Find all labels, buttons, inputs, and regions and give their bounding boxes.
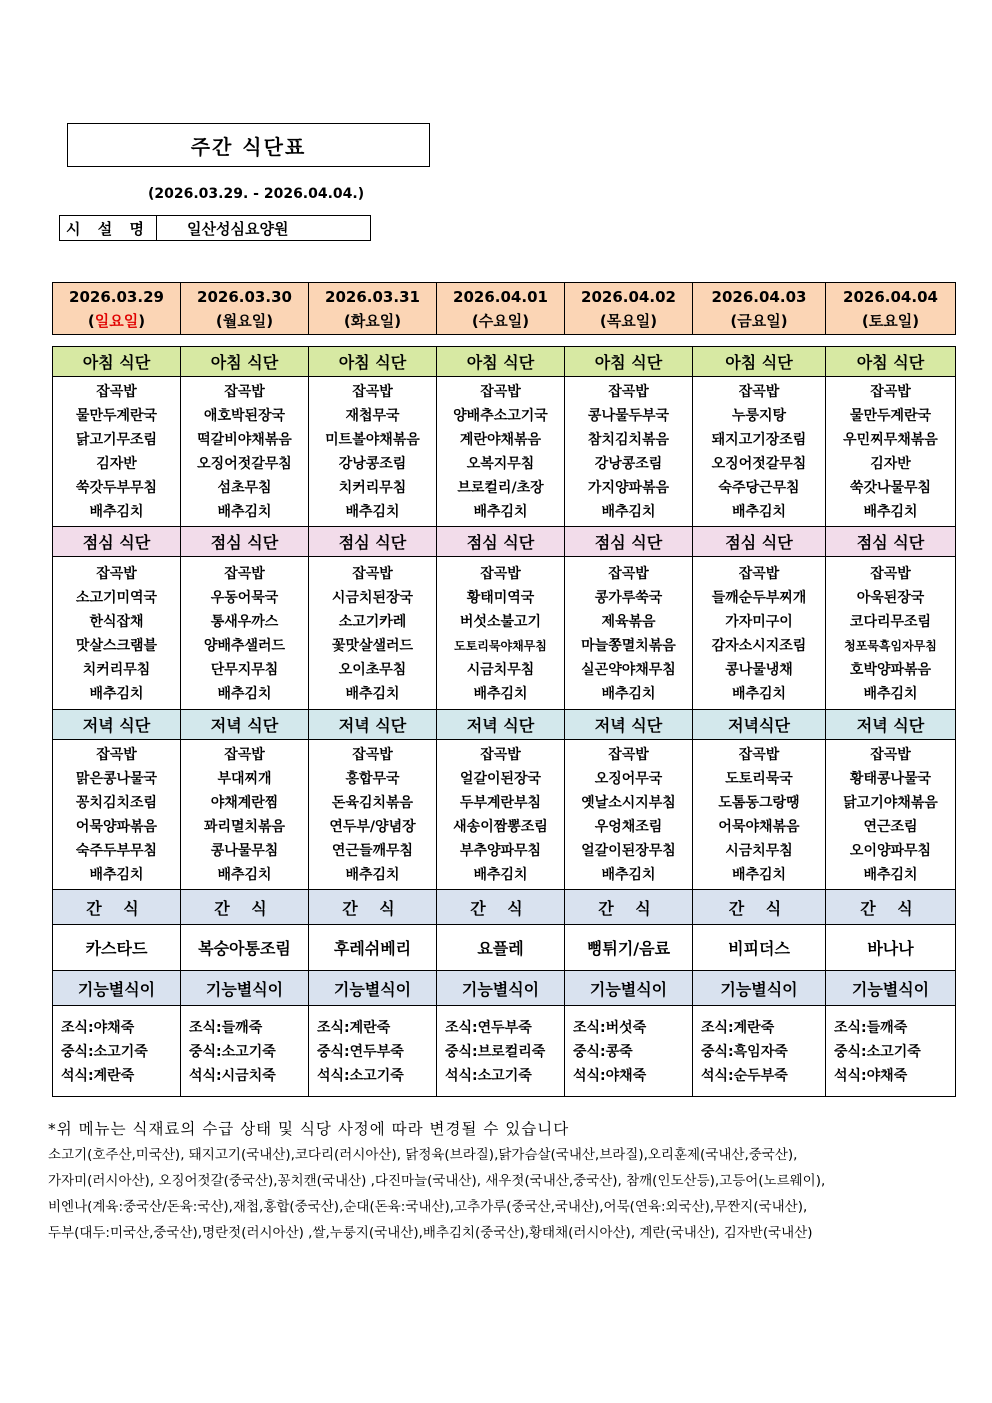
menu-item: 배추김치 (601, 686, 656, 702)
weekday-label: (수요일) (471, 311, 530, 330)
menu-item: 브로컬리/초장 (457, 480, 544, 496)
menu-item: 치커리무침 (338, 480, 407, 496)
menu-item: 잡곡밥 (480, 384, 521, 400)
snack-cell: 비피더스 (693, 925, 826, 971)
menu-item: 치커리무침 (82, 662, 151, 678)
functional-diet-item: 중식:소고기죽 (189, 1044, 276, 1060)
menu-item: 배추김치 (217, 686, 272, 702)
menu-item: 배추김치 (217, 867, 272, 883)
menu-item: 한식잡채 (89, 614, 144, 630)
functional-diet-item: 석식:순두부죽 (701, 1068, 788, 1084)
weekday-label: (월요일) (215, 311, 274, 330)
menu-item: 콩가루쑥국 (594, 590, 663, 606)
dinner-header-cell: 저녁 식단 (53, 710, 181, 740)
menu-item: 새송이짬뽕조림 (453, 819, 548, 835)
snack-cell: 복숭아통조림 (181, 925, 309, 971)
menu-item: 배추김치 (217, 504, 272, 520)
menu-item: 배추김치 (473, 686, 528, 702)
functional-diet-cell (826, 1006, 956, 1097)
functional-diet-item: 중식:브로컬리죽 (445, 1044, 546, 1060)
weekday-name: 수요일 (478, 311, 523, 330)
menu-item: 배추김치 (601, 504, 656, 520)
snack-cell: 후레쉬베리 (309, 925, 437, 971)
menu-item: 배추김치 (473, 504, 528, 520)
menu-item: 감자소시지조림 (711, 638, 807, 654)
date-cell (53, 283, 181, 335)
menu-item: 우민찌무채볶음 (843, 432, 938, 448)
snack-cell: 바나나 (826, 925, 956, 971)
menu-item: 잡곡밥 (738, 747, 780, 763)
notes-line: 비엔나(계육:중국산/돈육:국산),재첩,홍합(중국산),순대(돈육:국내산),고추가루(중국산,국내산),어묵(연육:외국산),무짠지(국내산), (48, 1199, 808, 1215)
functional-diet-item: 조식:계란죽 (317, 1020, 391, 1036)
menu-item: 잡곡밥 (352, 384, 393, 400)
menu-item: 홍합무국 (345, 771, 400, 787)
functional-diet-header-cell: 기능별식이 (565, 971, 693, 1006)
dinner-menu-cell (181, 740, 309, 890)
menu-item: 가지양파볶음 (587, 480, 670, 496)
notes (48, 1116, 948, 1246)
functional-diet-item: 석식:소고기죽 (445, 1068, 532, 1084)
menu-item: 오징어젓갈무침 (711, 456, 807, 472)
menu-item: 가자미구이 (725, 614, 793, 630)
menu-item: 김자반 (96, 456, 137, 472)
breakfast-header-cell: 아침 식단 (53, 347, 181, 377)
menu-item: 꽃맛살샐러드 (331, 638, 414, 654)
functional-diet-item: 석식:야채죽 (834, 1068, 908, 1084)
snack-row (53, 925, 956, 971)
functional-diet-header-cell: 기능별식이 (826, 971, 956, 1006)
snack-header-cell: 간 식 (53, 890, 181, 925)
functional-diet-header-row (53, 971, 956, 1006)
menu-item: 배추김치 (731, 504, 787, 520)
snack-header-cell: 간 식 (826, 890, 956, 925)
facility-box (59, 215, 371, 241)
notes-line: 가자미(러시아산), 오징어젓갈(중국산),꽁치캔(국내산) ,다진마늘(국내산), 새우젓(국내산,중국산), 참깨(인도산등),고등어(노르웨이), (48, 1173, 826, 1189)
functional-diet-header-cell: 기능별식이 (693, 971, 826, 1006)
menu-item: 부추양파무침 (459, 843, 542, 859)
menu-item: 꽁치김치조림 (75, 795, 158, 811)
menu-item: 소고기미역국 (75, 590, 158, 606)
menu-item: 오이양파무침 (849, 843, 932, 859)
breakfast-menu-row (53, 377, 956, 527)
menu-item: 옛날소시지부침 (581, 795, 676, 811)
breakfast-header-cell: 아침 식단 (181, 347, 309, 377)
functional-diet-cell (181, 1006, 309, 1097)
menu-item: 강낭콩조림 (594, 456, 663, 472)
dinner-header-cell: 저녁식단 (693, 710, 826, 740)
menu-item: 잡곡밥 (608, 384, 649, 400)
menu-item: 섬초무침 (217, 480, 272, 496)
menu-item: 떡갈비야채볶음 (197, 432, 292, 448)
menu-item: 두부계란부침 (459, 795, 542, 811)
menu-item: 참치김치볶음 (587, 432, 670, 448)
menu-item: 잡곡밥 (870, 566, 911, 582)
menu-item: 잡곡밥 (738, 566, 780, 582)
functional-diet-row (53, 1006, 956, 1097)
date-label: 2026.04.01 (453, 287, 548, 306)
menu-item: 잡곡밥 (608, 747, 649, 763)
snack-header-cell: 간 식 (693, 890, 826, 925)
dinner-header-cell: 저녁 식단 (437, 710, 565, 740)
snack-cell: 뻥튀기/음료 (565, 925, 693, 971)
snack-cell: 요플레 (437, 925, 565, 971)
lunch-header-cell: 점심 식단 (53, 527, 181, 557)
menu-item: 물만두계란국 (75, 408, 158, 424)
weekday-name: 일요일 (94, 311, 139, 330)
menu-item: 닭고기야채볶음 (843, 795, 938, 811)
menu-item: 강낭콩조림 (338, 456, 407, 472)
functional-diet-item: 조식:버섯죽 (573, 1020, 647, 1036)
date-cell (693, 283, 826, 335)
functional-diet-item: 조식:야채죽 (61, 1020, 135, 1036)
menu-item: 제육볶음 (601, 614, 656, 630)
functional-diet-cell (565, 1006, 693, 1097)
date-label: 2026.04.03 (711, 287, 807, 306)
notes-line: *위 메뉴는 식재료의 수급 상태 및 식당 사정에 따라 변경될 수 있습니다 (48, 1120, 570, 1138)
menu-item: 잡곡밥 (738, 384, 780, 400)
menu-item: 부대찌개 (217, 771, 272, 787)
menu-item: 야채계란찜 (210, 795, 279, 811)
menu-item: 돈육김치볶음 (331, 795, 414, 811)
lunch-header-cell: 점심 식단 (309, 527, 437, 557)
title-text: 주간 식단표 (190, 134, 307, 159)
menu-item: 김자반 (870, 456, 911, 472)
menu-item: 양배추소고기국 (453, 408, 548, 424)
lunch-menu-cell (826, 557, 956, 710)
menu-item: 도토리묵국 (725, 771, 793, 787)
functional-diet-cell (309, 1006, 437, 1097)
menu-item: 잡곡밥 (480, 566, 521, 582)
menu-item: 배추김치 (731, 867, 787, 883)
weekday-name: 화요일 (350, 311, 395, 330)
dinner-menu-cell (53, 740, 181, 890)
menu-item: 도톰동그랑땡 (718, 795, 800, 811)
menu-item: 호박양파볶음 (849, 662, 932, 678)
menu-item: 배추김치 (473, 867, 528, 883)
menu-item: 물만두계란국 (849, 408, 932, 424)
date-cell (565, 283, 693, 335)
date-label: 2026.03.31 (325, 287, 420, 306)
weekday-name: 토요일 (868, 311, 913, 330)
menu-item: 꽈리멸치볶음 (203, 819, 286, 835)
date-label: 2026.03.30 (197, 287, 292, 306)
lunch-header-cell: 점심 식단 (181, 527, 309, 557)
menu-item: 오징어무국 (594, 771, 663, 787)
menu-item: 배추김치 (601, 867, 656, 883)
dinner-header-cell: 저녁 식단 (181, 710, 309, 740)
menu-item: 얼갈이된장국 (459, 771, 542, 787)
breakfast-menu-cell (826, 377, 956, 527)
menu-item: 오이초무침 (338, 662, 407, 678)
menu-item: 시금치된장국 (331, 590, 414, 606)
lunch-menu-cell (693, 557, 826, 710)
weekday-name: 금요일 (737, 311, 781, 330)
menu-item: 닭고기무조림 (75, 432, 158, 448)
dinner-menu-cell (565, 740, 693, 890)
snack-header-cell: 간 식 (181, 890, 309, 925)
menu-item: 얼갈이된장무침 (581, 843, 676, 859)
lunch-menu-cell (565, 557, 693, 710)
menu-item: 맑은콩나물국 (75, 771, 158, 787)
menu-item: 잡곡밥 (96, 747, 137, 763)
functional-diet-header-cell: 기능별식이 (53, 971, 181, 1006)
dinner-menu-cell (437, 740, 565, 890)
functional-diet-item: 중식:흑임자죽 (701, 1044, 788, 1060)
weekday-label: (화요일) (343, 311, 402, 330)
weekday-label: (목요일) (599, 311, 658, 330)
lunch-menu-cell (309, 557, 437, 710)
lunch-menu-cell (53, 557, 181, 710)
dinner-menu-cell (826, 740, 956, 890)
lunch-header-cell: 점심 식단 (826, 527, 956, 557)
menu-item: 누룽지탕 (731, 408, 787, 424)
menu-item: 쑥갓나물무침 (849, 480, 932, 496)
functional-diet-item: 석식:야채죽 (573, 1068, 647, 1084)
dinner-header-cell: 저녁 식단 (565, 710, 693, 740)
date-label: 2026.03.29 (69, 287, 164, 306)
menu-item: 버섯소불고기 (459, 614, 542, 630)
breakfast-menu-cell (437, 377, 565, 527)
menu-item: 배추김치 (345, 867, 400, 883)
menu-item: 숙주당근무침 (718, 480, 800, 496)
menu-item: 배추김치 (89, 686, 144, 702)
dinner-header-row (53, 710, 956, 740)
menu-item: 잡곡밥 (352, 747, 393, 763)
menu-item: 배추김치 (863, 686, 918, 702)
menu-item: 오복지무침 (466, 456, 535, 472)
functional-diet-header-cell: 기능별식이 (309, 971, 437, 1006)
menu-item: 황태콩나물국 (849, 771, 932, 787)
menu-item: 돼지고기장조림 (711, 432, 807, 448)
menu-item: 실곤약야채무침 (581, 662, 676, 678)
functional-diet-item: 조식:들깨죽 (189, 1020, 263, 1036)
menu-item: 콩나물무침 (210, 843, 279, 859)
menu-item: 단무지무침 (210, 662, 279, 678)
breakfast-menu-cell (309, 377, 437, 527)
menu-item: 숙주두부무침 (75, 843, 158, 859)
menu-table (52, 346, 956, 1097)
menu-item: 오징어젓갈무침 (197, 456, 292, 472)
date-label: 2026.04.02 (581, 287, 676, 306)
functional-diet-cell (437, 1006, 565, 1097)
menu-item: 도토리묵야채무침 (454, 639, 547, 653)
menu-item: 들깨순두부찌개 (711, 590, 807, 606)
menu-item: 청포묵흑임자무침 (844, 639, 937, 653)
date-cell (309, 283, 437, 335)
notes-line: 소고기(호주산,미국산), 돼지고기(국내산),코다리(러시아산), 닭정육(브라질),닭가슴살(국내산,브라질),오리훈제(국내산,중국산), (48, 1147, 798, 1163)
weekday-name: 월요일 (222, 311, 267, 330)
menu-item: 아욱된장국 (856, 590, 925, 606)
menu-item: 배추김치 (89, 504, 144, 520)
breakfast-menu-cell (565, 377, 693, 527)
breakfast-header-cell: 아침 식단 (437, 347, 565, 377)
menu-item: 연두부/양념장 (329, 819, 416, 835)
menu-item: 마늘쫑멸치볶음 (581, 638, 676, 654)
menu-item: 잡곡밥 (870, 384, 911, 400)
menu-item: 맛살스크램블 (75, 638, 158, 654)
lunch-menu-row (53, 557, 956, 710)
date-cell (437, 283, 565, 335)
weekday-label: (토요일) (861, 311, 920, 330)
menu-item: 우동어묵국 (210, 590, 279, 606)
weekday-name: 목요일 (606, 311, 651, 330)
period-text: (2026.03.29. - 2026.04.04.) (148, 186, 365, 202)
menu-item: 소고기카레 (338, 614, 407, 630)
menu-item: 배추김치 (863, 504, 918, 520)
functional-diet-cell (53, 1006, 181, 1097)
lunch-header-cell: 점심 식단 (565, 527, 693, 557)
dinner-menu-row (53, 740, 956, 890)
menu-item: 계란야채볶음 (459, 432, 542, 448)
menu-item: 애호박된장국 (203, 408, 286, 424)
facility-value: 일산성심요양원 (187, 219, 289, 238)
menu-item: 배추김치 (863, 867, 918, 883)
lunch-header-row (53, 527, 956, 557)
menu-item: 재첩무국 (345, 408, 400, 424)
menu-item: 연근들깨무침 (331, 843, 414, 859)
menu-item: 잡곡밥 (224, 747, 265, 763)
snack-header-row (53, 890, 956, 925)
menu-item: 미트볼야채볶음 (325, 432, 420, 448)
breakfast-header-cell: 아침 식단 (565, 347, 693, 377)
menu-item: 시금치무침 (725, 843, 793, 859)
menu-item: 잡곡밥 (224, 384, 265, 400)
snack-header-cell: 간 식 (437, 890, 565, 925)
menu-item: 어묵야채볶음 (718, 819, 800, 835)
menu-item: 코다리무조림 (849, 614, 932, 630)
breakfast-menu-cell (53, 377, 181, 527)
functional-diet-cell (693, 1006, 826, 1097)
functional-diet-item: 석식:시금치죽 (189, 1068, 276, 1084)
menu-item: 쑥갓두부무침 (75, 480, 158, 496)
facility-label: 시 설 명 (60, 216, 157, 240)
snack-header-cell: 간 식 (309, 890, 437, 925)
functional-diet-item: 석식:소고기죽 (317, 1068, 404, 1084)
functional-diet-item: 중식:소고기죽 (61, 1044, 148, 1060)
page-title (67, 123, 430, 167)
menu-item: 양배추샐러드 (203, 638, 286, 654)
menu-item: 우엉채조림 (594, 819, 663, 835)
menu-item: 황태미역국 (466, 590, 535, 606)
functional-diet-header-cell: 기능별식이 (181, 971, 309, 1006)
lunch-header-cell: 점심 식단 (693, 527, 826, 557)
functional-diet-item: 석식:계란죽 (61, 1068, 135, 1084)
menu-item: 연근조림 (863, 819, 918, 835)
dinner-menu-cell (693, 740, 826, 890)
functional-diet-item: 조식:계란죽 (701, 1020, 775, 1036)
dinner-menu-cell (309, 740, 437, 890)
menu-item: 통새우까스 (210, 614, 279, 630)
date-header-row (53, 283, 956, 335)
menu-item: 잡곡밥 (96, 384, 137, 400)
menu-item: 어묵양파볶음 (75, 819, 158, 835)
dinner-header-cell: 저녁 식단 (826, 710, 956, 740)
weekday-label: (금요일) (730, 311, 788, 330)
menu-item: 배추김치 (89, 867, 144, 883)
snack-cell: 카스타드 (53, 925, 181, 971)
functional-diet-item: 조식:연두부죽 (445, 1020, 532, 1036)
lunch-menu-cell (437, 557, 565, 710)
dinner-header-cell: 저녁 식단 (309, 710, 437, 740)
weekday-label: (일요일) (87, 311, 146, 330)
breakfast-menu-cell (181, 377, 309, 527)
date-header-table (52, 282, 956, 335)
lunch-header-cell: 점심 식단 (437, 527, 565, 557)
breakfast-header-cell: 아침 식단 (826, 347, 956, 377)
breakfast-menu-cell (693, 377, 826, 527)
functional-diet-header-cell: 기능별식이 (437, 971, 565, 1006)
menu-item: 콩나물냉채 (725, 662, 793, 678)
menu-item: 콩나물두부국 (587, 408, 670, 424)
snack-header-cell: 간 식 (565, 890, 693, 925)
menu-item: 잡곡밥 (352, 566, 393, 582)
breakfast-header-cell: 아침 식단 (309, 347, 437, 377)
menu-item: 시금치무침 (466, 662, 535, 678)
functional-diet-item: 중식:소고기죽 (834, 1044, 921, 1060)
menu-item: 배추김치 (345, 504, 400, 520)
menu-item: 배추김치 (345, 686, 400, 702)
functional-diet-item: 중식:콩죽 (573, 1044, 633, 1060)
notes-line: 두부(대두:미국산,중국산),명란젓(러시아산) ,쌀,누룽지(국내산),배추김치(중국산),황태채(러시아산), 계란(국내산), 김자반(국내산) (48, 1225, 813, 1241)
menu-item: 잡곡밥 (608, 566, 649, 582)
functional-diet-item: 조식:들깨죽 (834, 1020, 908, 1036)
breakfast-header-cell: 아침 식단 (693, 347, 826, 377)
menu-item: 잡곡밥 (224, 566, 265, 582)
date-label: 2026.04.04 (843, 287, 938, 306)
menu-item: 배추김치 (731, 686, 787, 702)
date-cell (826, 283, 956, 335)
menu-item: 잡곡밥 (96, 566, 137, 582)
breakfast-header-row (53, 347, 956, 377)
lunch-menu-cell (181, 557, 309, 710)
menu-item: 잡곡밥 (870, 747, 911, 763)
date-cell (181, 283, 309, 335)
functional-diet-item: 중식:연두부죽 (317, 1044, 404, 1060)
menu-item: 잡곡밥 (480, 747, 521, 763)
